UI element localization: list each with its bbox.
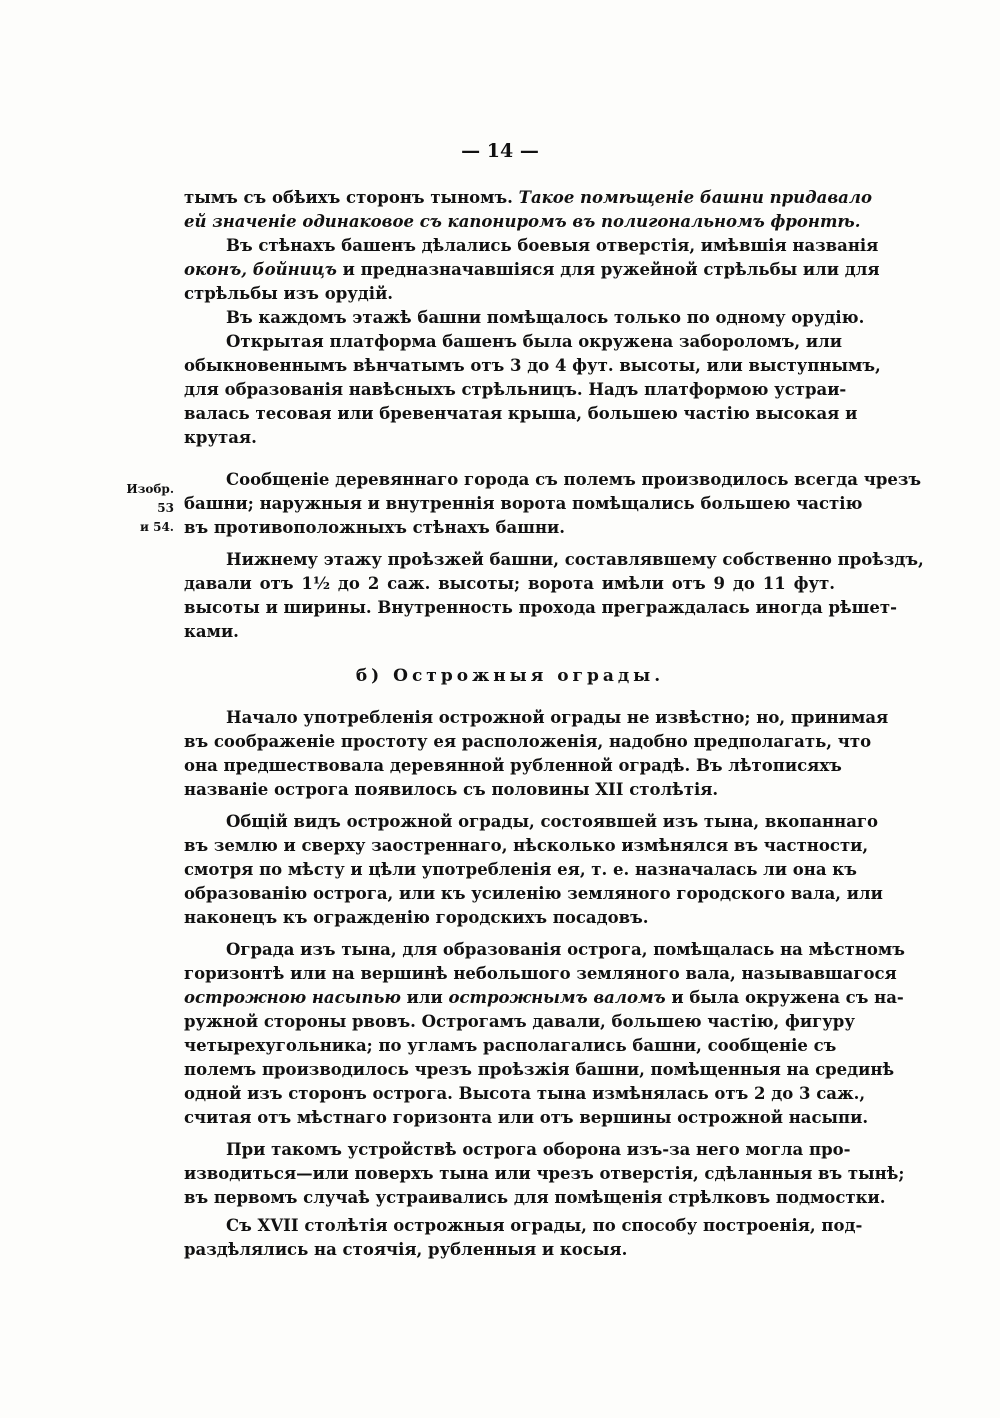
text-line: Открытая платформа башенъ была окружена забороломъ, или bbox=[226, 332, 842, 351]
text-line: въ землю и сверху заостреннаго, нѣсколько измѣнялся въ частности, bbox=[184, 836, 869, 855]
text-line: для образованія навѣсныхъ стрѣльницъ. Надъ платформою устраи- bbox=[184, 380, 847, 399]
paragraph bbox=[184, 330, 881, 450]
paragraph bbox=[184, 186, 872, 234]
text-line: крутая. bbox=[184, 428, 257, 447]
text-line: въ противоположныхъ стѣнахъ башни. bbox=[184, 518, 566, 537]
text-line: четырехугольника; по угламъ располагались башни, сообщеніе съ bbox=[184, 1036, 837, 1055]
margin-note-line: и 54. bbox=[140, 520, 174, 534]
text-line: ей значеніе одинаковое съ капониромъ въ полигональномъ фронтѣ. bbox=[184, 212, 861, 231]
margin-note-line: Изобр. 53 bbox=[126, 482, 174, 515]
text-line bbox=[184, 258, 880, 282]
text-line bbox=[184, 186, 872, 210]
text-run: и предназначавшіяся для ружейной стрѣльбы или для bbox=[342, 260, 880, 279]
paragraph bbox=[184, 810, 883, 930]
paragraph bbox=[184, 706, 889, 802]
paragraph bbox=[184, 548, 924, 644]
text-line: стрѣльбы изъ орудій. bbox=[184, 284, 394, 303]
paragraph bbox=[184, 468, 922, 540]
text-line: горизонтѣ или на вершинѣ небольшого земляного вала, называвшагося bbox=[184, 964, 897, 983]
text-line: смотря по мѣсту и цѣли употребленія ея, т. е. назначалась ли она къ bbox=[184, 860, 857, 879]
text-block-lower bbox=[184, 706, 905, 1262]
text-line: полемъ производилось чрезъ проѣзжія башни, помѣщенныя на срединѣ bbox=[184, 1060, 895, 1079]
text-line bbox=[184, 986, 904, 1010]
text-line: При такомъ устройствѣ острога оборона изъ-за него могла про- bbox=[226, 1140, 851, 1159]
italic-text-run: Такое помѣщеніе башни придавало bbox=[518, 188, 872, 207]
text-run: и была окружена съ на- bbox=[671, 988, 904, 1007]
text-line: образованію острога, или къ усиленію земляного городского вала, или bbox=[184, 884, 883, 903]
text-line: Начало употребленія острожной ограды не извѣстно; но, принимая bbox=[226, 708, 889, 727]
paragraph bbox=[184, 938, 905, 1130]
text-line: въ соображеніе простоту ея расположенія, надобно предполагать, что bbox=[184, 732, 872, 751]
text-block-middle bbox=[184, 468, 924, 644]
italic-text-run: острожнымъ валомъ bbox=[448, 988, 666, 1007]
text-line: давали отъ 1½ до 2 саж. высоты; ворота имѣли отъ 9 до 11 фут. bbox=[184, 574, 835, 593]
text-line: она предшествовала деревянной рубленной оградѣ. Въ лѣтописяхъ bbox=[184, 756, 842, 775]
paragraph bbox=[184, 234, 880, 306]
text-line: башни; наружныя и внутреннія ворота помѣщались большею частію bbox=[184, 494, 863, 513]
text-line: высоты и ширины. Внутренность прохода преграждалась иногда рѣшет- bbox=[184, 598, 897, 617]
page-number: — 14 — bbox=[461, 140, 539, 162]
text-line: Съ XVII столѣтія острожныя ограды, по способу построенія, под- bbox=[226, 1216, 863, 1235]
text-run: тымъ съ обѣихъ сторонъ тыномъ. bbox=[184, 188, 513, 207]
text-line: названіе острога появилось съ половины XII столѣтія. bbox=[184, 780, 719, 799]
text-line: изводиться—или поверхъ тына или чрезъ отверстія, сдѣланныя въ тынѣ; bbox=[184, 1164, 905, 1183]
italic-text-run: острожною насыпью bbox=[184, 988, 401, 1007]
text-line: одной изъ сторонъ острога. Высота тына измѣнялась отъ 2 до 3 саж., bbox=[184, 1084, 866, 1103]
italic-text-run: оконъ, бойницъ bbox=[184, 260, 337, 279]
paragraph bbox=[184, 1214, 863, 1262]
text-line: считая отъ мѣстнаго горизонта или отъ вершины острожной насыпи. bbox=[184, 1108, 869, 1127]
text-line: наконецъ къ огражденію городскихъ посадовъ. bbox=[184, 908, 649, 927]
text-line: Ограда изъ тына, для образованія острога, помѣщалась на мѣстномъ bbox=[226, 940, 905, 959]
text-line: Сообщеніе деревяннаго города съ полемъ производилось всегда чрезъ bbox=[226, 470, 922, 489]
text-line: Въ каждомъ этажѣ башни помѣщалось только по одному орудію. bbox=[226, 308, 865, 327]
text-line: обыкновеннымъ вѣнчатымъ отъ 3 до 4 фут. высоты, или выступнымъ, bbox=[184, 356, 881, 375]
text-run: или bbox=[406, 988, 443, 1007]
paragraph bbox=[184, 306, 865, 330]
text-line: ружной стороны рвовъ. Острогамъ давали, большею частію, фигуру bbox=[184, 1012, 855, 1031]
section-heading: б) Острожныя ограды. bbox=[355, 666, 665, 686]
text-line: раздѣлялись на стоячія, рубленныя и косыя. bbox=[184, 1240, 628, 1259]
text-line: валась тесовая или бревенчатая крыша, большею частію высокая и bbox=[184, 404, 858, 423]
paragraph bbox=[184, 1138, 905, 1210]
text-line: Нижнему этажу проѣзжей башни, составлявшему собственно проѣздъ, bbox=[226, 550, 924, 569]
text-line: ками. bbox=[184, 622, 239, 641]
text-block-upper bbox=[184, 186, 881, 450]
text-line: Общій видъ острожной ограды, состоявшей изъ тына, вкопаннаго bbox=[226, 812, 878, 831]
margin-note bbox=[108, 480, 174, 537]
text-line: въ первомъ случаѣ устраивались для помѣщенія стрѣлковъ подмостки. bbox=[184, 1188, 886, 1207]
text-line: Въ стѣнахъ башенъ дѣлались боевыя отверстія, имѣвшія названія bbox=[226, 236, 879, 255]
